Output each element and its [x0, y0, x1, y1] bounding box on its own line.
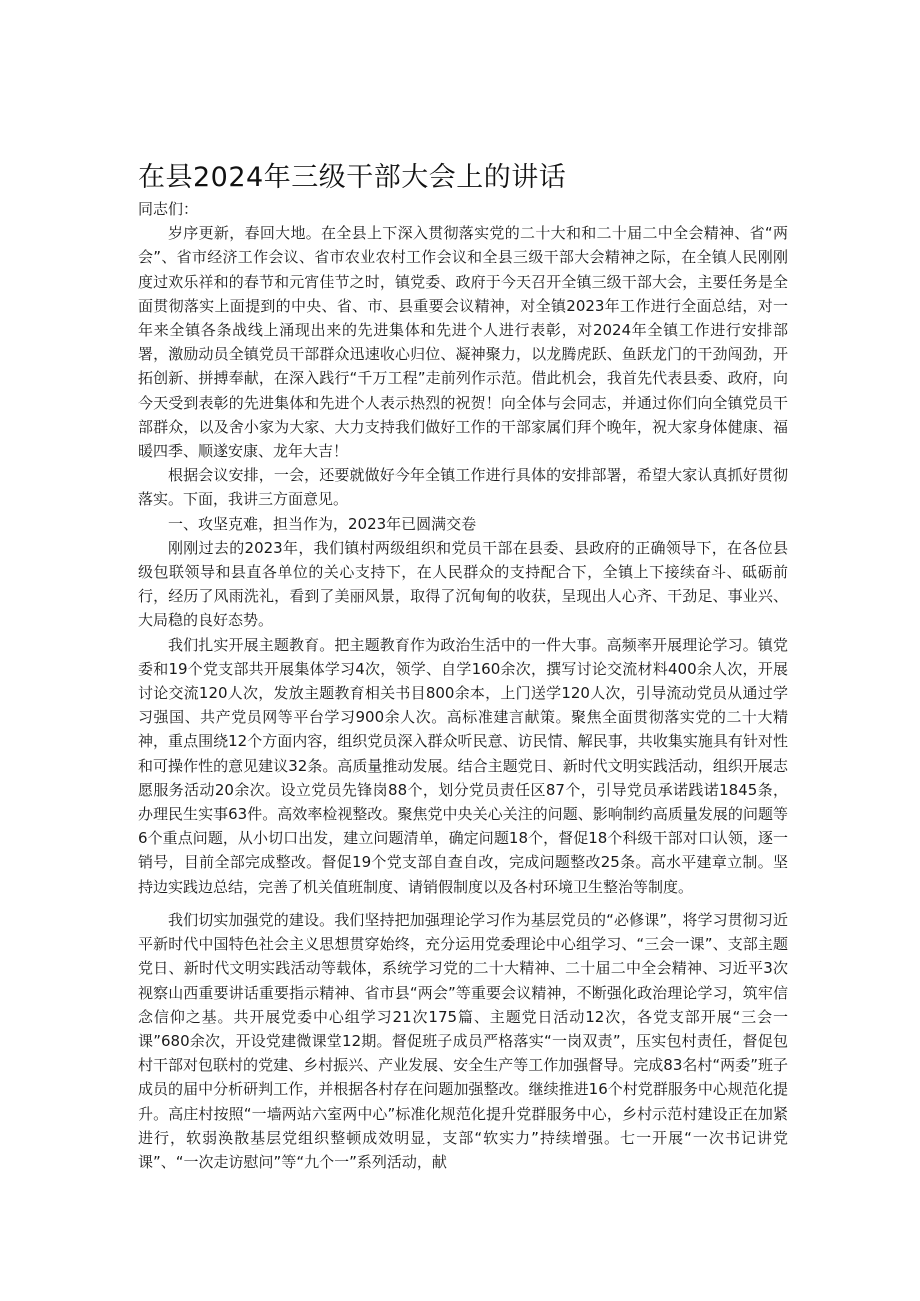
- document-body: [138, 197, 788, 1174]
- paragraph-theme-education: 我们扎实开展主题教育。把主题教育作为政治生活中的一件大事。高频率开展理论学习。镇党委和19个党支部共开展集体学习4次，领学、自学160余次，撰写讨论交流材料400余人次，开展讨论交流120人次，发放主题教育相关书目800余本，上门送学120人次，引导流动党员从通过学习强国、共产党员网等平台学习900余人次。高标准建言献策。聚焦全面贯彻落实党的二十大精神，重点围绕12个方面内容，组织党员深入群众听民意、访民情、解民事，共收集实施具有针对性和可操作性的意见建议32条。高质量推动发展。结合主题党日、新时代文明实践活动，组织开展志愿服务活动20余次。设立党员先锋岗88个，划分党员责任区87个，引导党员承诺践诺1845条，办理民生实事63件。高效率检视整改。聚焦党中央关心关注的问题、影响制约高质量发展的问题等6个重点问题，从小切口出发，建立问题清单，确定问题18个，督促18个科级干部对口认领，逐一销号，目前全部完成整改。督促19个党支部自查自改，完成问题整改25条。高水平建章立制。坚持边实践边总结，完善了机关值班制度、请销假制度以及各村环境卫生整治等制度。: [138, 635, 788, 896]
- section-heading-1: 一、攻坚克难，担当作为，2023年已圆满交卷: [168, 514, 477, 533]
- paragraph-opening: 岁序更新，春回大地。在全县上下深入贯彻落实党的二十大和和二十届二中全会精神、省“两会”、省市经济工作会议、省市农业农村工作会议和全县三级干部大会精神之际，在全镇人民刚刚度过欢乐祥和的春节和元宵佳节之时，镇党委、政府于今天召开全镇三级干部大会，主要任务是全面贯彻落实上面提到的中央、省、市、县重要会议精神，对全镇2023年工作进行全面总结，对一年来全镇各条战线上涌现出来的先进集体和先进个人进行表彰，对2024年全镇工作进行安排部署，激励动员全镇党员干部群众迅速收心归位、凝神聚力，以龙腾虎跃、鱼跃龙门的干劲闯劲，开拓创新、拼搏奉献，在深入践行“千万工程”走前列作示范。借此机会，我首先代表县委、政府，向今天受到表彰的先进集体和先进个人表示热烈的祝贺！向全体与会同志，并通过你们向全镇党员干部群众，以及舍小家为大家、大力支持我们做好工作的干部家属们拜个晚年，祝大家身体健康、福暖四季、顺遂安康、龙年大吉！: [138, 224, 788, 461]
- paragraph-party-building: 我们切实加强党的建设。我们坚持把加强理论学习作为基层党员的“必修课”，将学习贯彻习近平新时代中国特色社会主义思想贯穿始终，充分运用党委理论中心组学习、“三会一课”、支部主题党日、新时代文明实践活动等载体，系统学习党的二十大精神、二十届二中全会精神、习近平3次视察山西重要讲话重要指示精神、省市县“两会”等重要会议精神，不断强化政治理论学习，筑牢信念信仰之基。共开展党委中心组学习21次175篇、主题党日活动12次，各党支部开展“三会一课”680余次，开设党建微课堂12期。督促班子成员严格落实“一岗双责”，压实包村责任，督促包村干部对包联村的党建、乡村振兴、产业发展、安全生产等工作加强督导。完成83名村“两委”班子成员的届中分析研判工作，并根据各村存在问题加强整改。继续推进16个村党群服务中心规范化提升。高庄村按照“一墙两站六室两中心”标准化规范化提升党群服务中心，乡村示范村建设正在加紧进行，软弱涣散基层党组织整顿成效明显，支部“软实力”持续增强。七一开展“一次书记讲党课”、“一次走访慰问”等“九个一”系列活动，献: [138, 910, 788, 1171]
- document-title: 在县2024年三级干部大会上的讲话: [138, 162, 567, 194]
- paragraph-review: 刚刚过去的2023年，我们镇村两级组织和党员干部在县委、县政府的正确领导下，在各位县级包联领导和县直各单位的关心支持下，在人民群众的支持配合下，全镇上下接续奋斗、砥砺前行，经历了风雨洗礼，看到了美丽风景，取得了沉甸甸的收获，呈现出人心齐、干劲足、事业兴、大局稳的良好态势。: [138, 538, 788, 630]
- salutation: 同志们：: [138, 200, 199, 218]
- paragraph-arrangement: 根据会议安排，一会，还要就做好今年全镇工作进行具体的安排部署，希望大家认真抓好贯彻落实。下面，我讲三方面意见。: [138, 466, 788, 509]
